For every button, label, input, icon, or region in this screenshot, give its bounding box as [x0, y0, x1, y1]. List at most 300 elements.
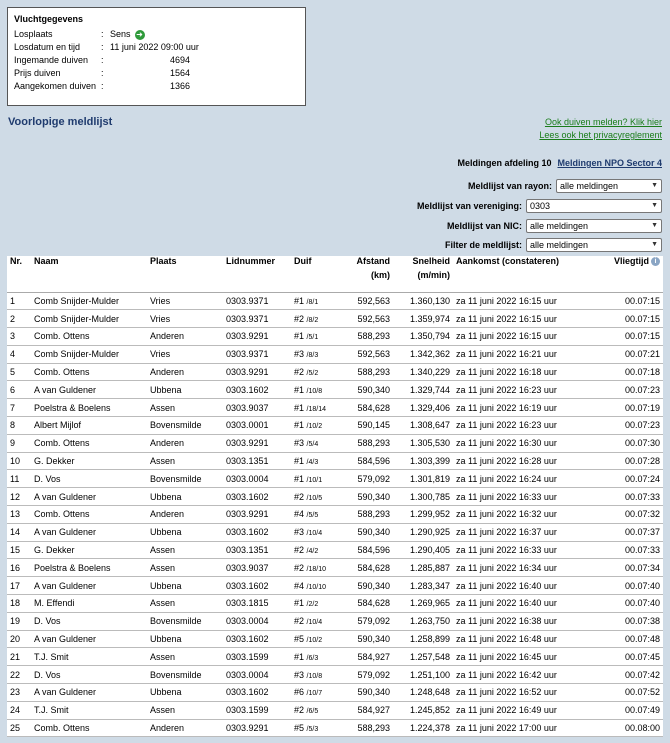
col-afstand[interactable]: Afstand (km) — [341, 256, 393, 292]
cell-aankomst: za 11 juni 2022 16:32 uur — [453, 506, 587, 524]
cell-aankomst: za 11 juni 2022 16:33 uur — [453, 541, 587, 559]
table-row — [7, 577, 663, 595]
cell-aankomst: za 11 juni 2022 16:40 uur — [453, 595, 587, 613]
cell-lidnummer: 0303.9371 — [223, 292, 291, 310]
cell-snelheid: 1.263,750 — [393, 612, 453, 630]
cell-duif: #3 /5/4 — [291, 434, 341, 452]
cell-vliegtijd: 00.07:33 — [587, 488, 663, 506]
cell-afstand: 588,293 — [341, 719, 393, 737]
table-row — [7, 612, 663, 630]
cell-snelheid: 1.340,229 — [393, 363, 453, 381]
table-row — [7, 488, 663, 506]
table-row — [7, 719, 663, 737]
cell-afstand: 590,340 — [341, 381, 393, 399]
cell-snelheid: 1.299,952 — [393, 506, 453, 524]
table-row — [7, 434, 663, 452]
flight-row-prijs: Prijs duiven : 1564 — [14, 68, 190, 78]
flight-details-panel — [7, 7, 306, 106]
cell-afstand: 588,293 — [341, 363, 393, 381]
cell-naam: T.J. Smit — [31, 648, 147, 666]
cell-afstand: 588,293 — [341, 328, 393, 346]
cell-afstand: 590,340 — [341, 488, 393, 506]
cell-lidnummer: 0303.1599 — [223, 648, 291, 666]
cell-lidnummer: 0303.1602 — [223, 523, 291, 541]
filter-label: Filter de meldlijst: — [444, 240, 522, 250]
flight-value: 4694 — [169, 55, 190, 65]
cell-lidnummer: 0303.0001 — [223, 417, 291, 435]
cell-lidnummer: 0303.1602 — [223, 381, 291, 399]
cell-aankomst: za 11 juni 2022 16:21 uur — [453, 345, 587, 363]
cell-naam: Poelstra & Boelens — [31, 399, 147, 417]
cell-afstand: 584,628 — [341, 559, 393, 577]
sector-links — [457, 158, 662, 168]
cell-snelheid: 1.301,819 — [393, 470, 453, 488]
cell-aankomst: za 11 juni 2022 16:19 uur — [453, 399, 587, 417]
cell-afstand: 579,092 — [341, 470, 393, 488]
flight-label: Losdatum en tijd — [14, 42, 81, 52]
filter-label: Meldlijst van rayon: — [467, 181, 552, 191]
cell-naam: M. Effendi — [31, 595, 147, 613]
cell-lidnummer: 0303.9371 — [223, 345, 291, 363]
flight-value: 1366 — [169, 81, 190, 91]
cell-snelheid: 1.303,399 — [393, 452, 453, 470]
cell-plaats: Assen — [147, 399, 223, 417]
cell-plaats: Bovensmilde — [147, 417, 223, 435]
cell-vliegtijd: 00.07:15 — [587, 328, 663, 346]
table-row — [7, 452, 663, 470]
cell-naam: A van Guldener — [31, 684, 147, 702]
cell-afstand: 590,340 — [341, 684, 393, 702]
cell-duif: #2 /10/5 — [291, 488, 341, 506]
cell-duif: #3 /10/8 — [291, 666, 341, 684]
cell-lidnummer: 0303.1602 — [223, 684, 291, 702]
cell-aankomst: za 11 juni 2022 16:15 uur — [453, 292, 587, 310]
cell-aankomst: za 11 juni 2022 16:15 uur — [453, 310, 587, 328]
page-title: Voorlopige meldlijst — [8, 116, 113, 128]
cell-plaats: Bovensmilde — [147, 612, 223, 630]
cell-aankomst: za 11 juni 2022 16:34 uur — [453, 559, 587, 577]
col-vliegtijd[interactable]: Vliegtijd i — [587, 256, 663, 292]
cell-nr: 8 — [7, 417, 31, 435]
table-row — [7, 381, 663, 399]
cell-plaats: Vries — [147, 345, 223, 363]
cell-duif: #4 /10/10 — [291, 577, 341, 595]
cell-aankomst: za 11 juni 2022 16:40 uur — [453, 577, 587, 595]
cell-lidnummer: 0303.1351 — [223, 541, 291, 559]
cell-afstand: 590,145 — [341, 417, 393, 435]
cell-naam: D. Vos — [31, 470, 147, 488]
cell-vliegtijd: 00.07:28 — [587, 452, 663, 470]
cell-snelheid: 1.224,378 — [393, 719, 453, 737]
cell-afstand: 584,927 — [341, 648, 393, 666]
cell-vliegtijd: 00.07:23 — [587, 417, 663, 435]
flight-row-losplaats: Losplaats : Sens ➜ — [14, 29, 143, 39]
cell-vliegtijd: 00.07:37 — [587, 523, 663, 541]
cell-plaats: Assen — [147, 648, 223, 666]
afdeling-label: Meldingen afdeling 10 — [457, 158, 552, 168]
table-row — [7, 399, 663, 417]
cell-vliegtijd: 00.07:18 — [587, 363, 663, 381]
cell-vliegtijd: 00.07:32 — [587, 506, 663, 524]
cell-vliegtijd: 00.07:34 — [587, 559, 663, 577]
cell-duif: #5 /5/3 — [291, 719, 341, 737]
cell-aankomst: za 11 juni 2022 16:38 uur — [453, 612, 587, 630]
cell-naam: D. Vos — [31, 666, 147, 684]
table-row — [7, 470, 663, 488]
cell-nr: 9 — [7, 434, 31, 452]
cell-naam: Comb. Ottens — [31, 328, 147, 346]
cell-nr: 20 — [7, 630, 31, 648]
cell-lidnummer: 0303.1351 — [223, 452, 291, 470]
cell-afstand: 588,293 — [341, 506, 393, 524]
cell-plaats: Anderen — [147, 719, 223, 737]
cell-aankomst: za 11 juni 2022 16:37 uur — [453, 523, 587, 541]
flight-label: Aangekomen duiven — [14, 81, 97, 91]
cell-plaats: Ubbena — [147, 630, 223, 648]
cell-naam: Poelstra & Boelens — [31, 559, 147, 577]
chevron-down-icon: ▼ — [651, 202, 658, 209]
cell-duif: #1 /10/1 — [291, 470, 341, 488]
cell-nr: 5 — [7, 363, 31, 381]
cell-lidnummer: 0303.9291 — [223, 719, 291, 737]
cell-afstand: 588,293 — [341, 434, 393, 452]
table-row — [7, 684, 663, 702]
cell-lidnummer: 0303.0004 — [223, 612, 291, 630]
cell-plaats: Ubbena — [147, 523, 223, 541]
cell-plaats: Assen — [147, 452, 223, 470]
cell-lidnummer: 0303.1602 — [223, 577, 291, 595]
cell-naam: Comb Snijder-Mulder — [31, 310, 147, 328]
cell-aankomst: za 11 juni 2022 16:23 uur — [453, 417, 587, 435]
cell-snelheid: 1.257,548 — [393, 648, 453, 666]
cell-nr: 19 — [7, 612, 31, 630]
filter-meldlijst — [445, 238, 662, 252]
cell-vliegtijd: 00.07:48 — [587, 630, 663, 648]
table-row — [7, 648, 663, 666]
cell-nr: 16 — [7, 559, 31, 577]
cell-vliegtijd: 00.07:40 — [587, 577, 663, 595]
results-body — [7, 292, 663, 737]
cell-naam: G. Dekker — [31, 541, 147, 559]
flight-label: Losplaats — [14, 29, 53, 39]
filter-rayon — [468, 179, 662, 193]
flight-label: Ingemande duiven — [14, 55, 89, 65]
cell-lidnummer: 0303.9037 — [223, 399, 291, 417]
cell-vliegtijd: 00.07:40 — [587, 595, 663, 613]
cell-aankomst: za 11 juni 2022 16:15 uur — [453, 328, 587, 346]
cell-naam: Comb Snijder-Mulder — [31, 345, 147, 363]
cell-afstand: 584,628 — [341, 595, 393, 613]
cell-nr: 24 — [7, 701, 31, 719]
flight-row-aangekomen: Aangekomen duiven : 1366 — [14, 81, 190, 91]
col-naam[interactable]: Naam — [31, 256, 147, 292]
cell-duif: #1 /5/1 — [291, 328, 341, 346]
cell-nr: 12 — [7, 488, 31, 506]
table-row — [7, 595, 663, 613]
cell-duif: #2 /5/2 — [291, 363, 341, 381]
cell-plaats: Ubbena — [147, 488, 223, 506]
cell-naam: G. Dekker — [31, 452, 147, 470]
cell-plaats: Anderen — [147, 363, 223, 381]
chevron-down-icon: ▼ — [651, 222, 658, 229]
cell-aankomst: za 11 juni 2022 16:28 uur — [453, 452, 587, 470]
cell-snelheid: 1.290,405 — [393, 541, 453, 559]
filter-label: Meldlijst van NIC: — [446, 221, 522, 231]
report-pigeons-link[interactable]: Ook duiven melden? Klik hier — [544, 117, 662, 127]
table-header-row — [7, 256, 663, 292]
cell-snelheid: 1.329,744 — [393, 381, 453, 399]
cell-nr: 22 — [7, 666, 31, 684]
go-arrow-icon[interactable]: ➜ — [136, 29, 143, 39]
cell-aankomst: za 11 juni 2022 16:42 uur — [453, 666, 587, 684]
table-row — [7, 345, 663, 363]
cell-snelheid: 1.350,794 — [393, 328, 453, 346]
cell-plaats: Anderen — [147, 434, 223, 452]
cell-nr: 1 — [7, 292, 31, 310]
table-row — [7, 417, 663, 435]
cell-snelheid: 1.308,647 — [393, 417, 453, 435]
cell-duif: #1 /10/8 — [291, 381, 341, 399]
col-plaats[interactable]: Plaats — [147, 256, 223, 292]
cell-lidnummer: 0303.1602 — [223, 488, 291, 506]
cell-nr: 18 — [7, 595, 31, 613]
cell-afstand: 592,563 — [341, 345, 393, 363]
table-row — [7, 630, 663, 648]
cell-naam: A van Guldener — [31, 488, 147, 506]
cell-naam: Comb. Ottens — [31, 434, 147, 452]
cell-lidnummer: 0303.9291 — [223, 363, 291, 381]
cell-snelheid: 1.342,362 — [393, 345, 453, 363]
cell-aankomst: za 11 juni 2022 17:00 uur — [453, 719, 587, 737]
cell-nr: 2 — [7, 310, 31, 328]
table-row — [7, 541, 663, 559]
cell-afstand: 590,340 — [341, 577, 393, 595]
cell-duif: #3 /10/4 — [291, 523, 341, 541]
cell-vliegtijd: 00.08:00 — [587, 719, 663, 737]
cell-naam: Comb. Ottens — [31, 506, 147, 524]
flight-details-title: Vluchtgegevens — [14, 14, 84, 24]
table-row — [7, 523, 663, 541]
vereniging-select[interactable]: 0303 ▼ — [526, 199, 662, 213]
cell-aankomst: za 11 juni 2022 16:33 uur — [453, 488, 587, 506]
cell-duif: #2 /10/4 — [291, 612, 341, 630]
table-row — [7, 310, 663, 328]
cell-nr: 7 — [7, 399, 31, 417]
flight-label: Prijs duiven — [14, 68, 61, 78]
cell-afstand: 590,340 — [341, 630, 393, 648]
cell-lidnummer: 0303.9037 — [223, 559, 291, 577]
cell-plaats: Bovensmilde — [147, 470, 223, 488]
cell-naam: Comb. Ottens — [31, 363, 147, 381]
cell-aankomst: za 11 juni 2022 16:30 uur — [453, 434, 587, 452]
filter-vereniging — [417, 199, 662, 213]
cell-aankomst: za 11 juni 2022 16:48 uur — [453, 630, 587, 648]
cell-duif: #1 /8/1 — [291, 292, 341, 310]
cell-plaats: Ubbena — [147, 381, 223, 399]
cell-plaats: Assen — [147, 701, 223, 719]
cell-aankomst: za 11 juni 2022 16:18 uur — [453, 363, 587, 381]
cell-nr: 21 — [7, 648, 31, 666]
cell-aankomst: za 11 juni 2022 16:23 uur — [453, 381, 587, 399]
cell-snelheid: 1.359,974 — [393, 310, 453, 328]
cell-plaats: Bovensmilde — [147, 666, 223, 684]
cell-nr: 17 — [7, 577, 31, 595]
cell-snelheid: 1.360,130 — [393, 292, 453, 310]
col-duif[interactable]: Duif — [291, 256, 341, 292]
cell-vliegtijd: 00.07:23 — [587, 381, 663, 399]
cell-lidnummer: 0303.9291 — [223, 506, 291, 524]
cell-lidnummer: 0303.1599 — [223, 701, 291, 719]
cell-vliegtijd: 00.07:49 — [587, 701, 663, 719]
flight-value: 11 juni 2022 09:00 uur — [110, 42, 199, 52]
cell-duif: #1 /2/2 — [291, 595, 341, 613]
table-row — [7, 328, 663, 346]
cell-nr: 6 — [7, 381, 31, 399]
filter-label: Meldlijst van vereniging: — [416, 201, 522, 211]
table-row — [7, 701, 663, 719]
cell-nr: 4 — [7, 345, 31, 363]
table-row — [7, 363, 663, 381]
cell-snelheid: 1.329,406 — [393, 399, 453, 417]
table-row — [7, 559, 663, 577]
cell-duif: #1 /4/3 — [291, 452, 341, 470]
cell-lidnummer: 0303.1602 — [223, 630, 291, 648]
nic-select[interactable]: alle meldingen ▼ — [526, 219, 662, 233]
cell-plaats: Assen — [147, 595, 223, 613]
rayon-select[interactable]: alle meldingen ▼ — [556, 179, 662, 193]
table-row — [7, 666, 663, 684]
cell-aankomst: za 11 juni 2022 16:52 uur — [453, 684, 587, 702]
col-nr[interactable]: Nr. — [7, 256, 31, 292]
cell-duif: #2 /18/10 — [291, 559, 341, 577]
cell-snelheid: 1.269,965 — [393, 595, 453, 613]
cell-afstand: 579,092 — [341, 666, 393, 684]
col-snelheid[interactable]: Snelheid (m/min) — [393, 256, 453, 292]
info-icon[interactable]: i — [651, 257, 660, 266]
cell-lidnummer: 0303.1815 — [223, 595, 291, 613]
cell-lidnummer: 0303.9291 — [223, 434, 291, 452]
cell-plaats: Anderen — [147, 506, 223, 524]
cell-vliegtijd: 00.07:52 — [587, 684, 663, 702]
cell-duif: #2 /6/5 — [291, 701, 341, 719]
cell-afstand: 590,340 — [341, 523, 393, 541]
table-row — [7, 506, 663, 524]
meldlijst-filter-select[interactable]: alle meldingen ▼ — [526, 238, 662, 252]
cell-vliegtijd: 00.07:45 — [587, 648, 663, 666]
flight-value: 1564 — [169, 68, 190, 78]
table-row — [7, 292, 663, 310]
cell-duif: #2 /4/2 — [291, 541, 341, 559]
col-aankomst[interactable]: Aankomst (constateren) — [453, 256, 587, 292]
cell-afstand: 584,596 — [341, 541, 393, 559]
privacy-link[interactable]: Lees ook het privacyreglement — [539, 130, 662, 140]
cell-plaats: Anderen — [147, 328, 223, 346]
cell-naam: A van Guldener — [31, 523, 147, 541]
cell-nr: 10 — [7, 452, 31, 470]
cell-plaats: Vries — [147, 292, 223, 310]
cell-snelheid: 1.300,785 — [393, 488, 453, 506]
cell-naam: Albert Mijlof — [31, 417, 147, 435]
cell-plaats: Assen — [147, 541, 223, 559]
cell-nr: 14 — [7, 523, 31, 541]
cell-vliegtijd: 00.07:24 — [587, 470, 663, 488]
cell-aankomst: za 11 juni 2022 16:24 uur — [453, 470, 587, 488]
cell-afstand: 584,927 — [341, 701, 393, 719]
chevron-down-icon: ▼ — [651, 182, 658, 189]
cell-aankomst: za 11 juni 2022 16:45 uur — [453, 648, 587, 666]
cell-aankomst: za 11 juni 2022 16:49 uur — [453, 701, 587, 719]
chevron-down-icon: ▼ — [651, 241, 658, 248]
cell-nr: 11 — [7, 470, 31, 488]
col-lidnummer[interactable]: Lidnummer — [223, 256, 291, 292]
cell-nr: 13 — [7, 506, 31, 524]
filter-nic — [447, 219, 662, 233]
cell-snelheid: 1.248,648 — [393, 684, 453, 702]
cell-naam: A van Guldener — [31, 577, 147, 595]
cell-snelheid: 1.290,925 — [393, 523, 453, 541]
cell-plaats: Assen — [147, 559, 223, 577]
cell-snelheid: 1.305,530 — [393, 434, 453, 452]
cell-plaats: Vries — [147, 310, 223, 328]
cell-afstand: 584,628 — [341, 399, 393, 417]
results-table — [7, 256, 663, 737]
flight-row-ingemand: Ingemande duiven : 4694 — [14, 55, 190, 65]
cell-duif: #1 /10/2 — [291, 417, 341, 435]
cell-plaats: Ubbena — [147, 577, 223, 595]
cell-vliegtijd: 00.07:42 — [587, 666, 663, 684]
cell-naam: A van Guldener — [31, 381, 147, 399]
cell-afstand: 592,563 — [341, 310, 393, 328]
cell-duif: #1 /6/3 — [291, 648, 341, 666]
cell-duif: #2 /8/2 — [291, 310, 341, 328]
cell-vliegtijd: 00.07:38 — [587, 612, 663, 630]
cell-nr: 15 — [7, 541, 31, 559]
cell-vliegtijd: 00.07:19 — [587, 399, 663, 417]
cell-lidnummer: 0303.9291 — [223, 328, 291, 346]
cell-lidnummer: 0303.9371 — [223, 310, 291, 328]
cell-vliegtijd: 00.07:33 — [587, 541, 663, 559]
cell-duif: #4 /5/5 — [291, 506, 341, 524]
cell-naam: T.J. Smit — [31, 701, 147, 719]
cell-afstand: 592,563 — [341, 292, 393, 310]
cell-naam: A van Guldener — [31, 630, 147, 648]
cell-afstand: 584,596 — [341, 452, 393, 470]
cell-duif: #5 /10/2 — [291, 630, 341, 648]
cell-duif: #3 /8/3 — [291, 345, 341, 363]
cell-plaats: Ubbena — [147, 684, 223, 702]
cell-vliegtijd: 00.07:15 — [587, 310, 663, 328]
cell-nr: 3 — [7, 328, 31, 346]
cell-lidnummer: 0303.0004 — [223, 470, 291, 488]
cell-nr: 23 — [7, 684, 31, 702]
cell-vliegtijd: 00.07:15 — [587, 292, 663, 310]
info-links — [539, 116, 662, 142]
cell-snelheid: 1.251,100 — [393, 666, 453, 684]
cell-snelheid: 1.285,887 — [393, 559, 453, 577]
cell-naam: D. Vos — [31, 612, 147, 630]
cell-naam: Comb. Ottens — [31, 719, 147, 737]
cell-vliegtijd: 00.07:30 — [587, 434, 663, 452]
npo-sector-link[interactable]: Meldingen NPO Sector 4 — [557, 158, 662, 168]
cell-lidnummer: 0303.0004 — [223, 666, 291, 684]
cell-snelheid: 1.283,347 — [393, 577, 453, 595]
cell-nr: 25 — [7, 719, 31, 737]
cell-snelheid: 1.258,899 — [393, 630, 453, 648]
cell-duif: #1 /18/14 — [291, 399, 341, 417]
cell-afstand: 579,092 — [341, 612, 393, 630]
cell-vliegtijd: 00.07:21 — [587, 345, 663, 363]
cell-duif: #6 /10/7 — [291, 684, 341, 702]
